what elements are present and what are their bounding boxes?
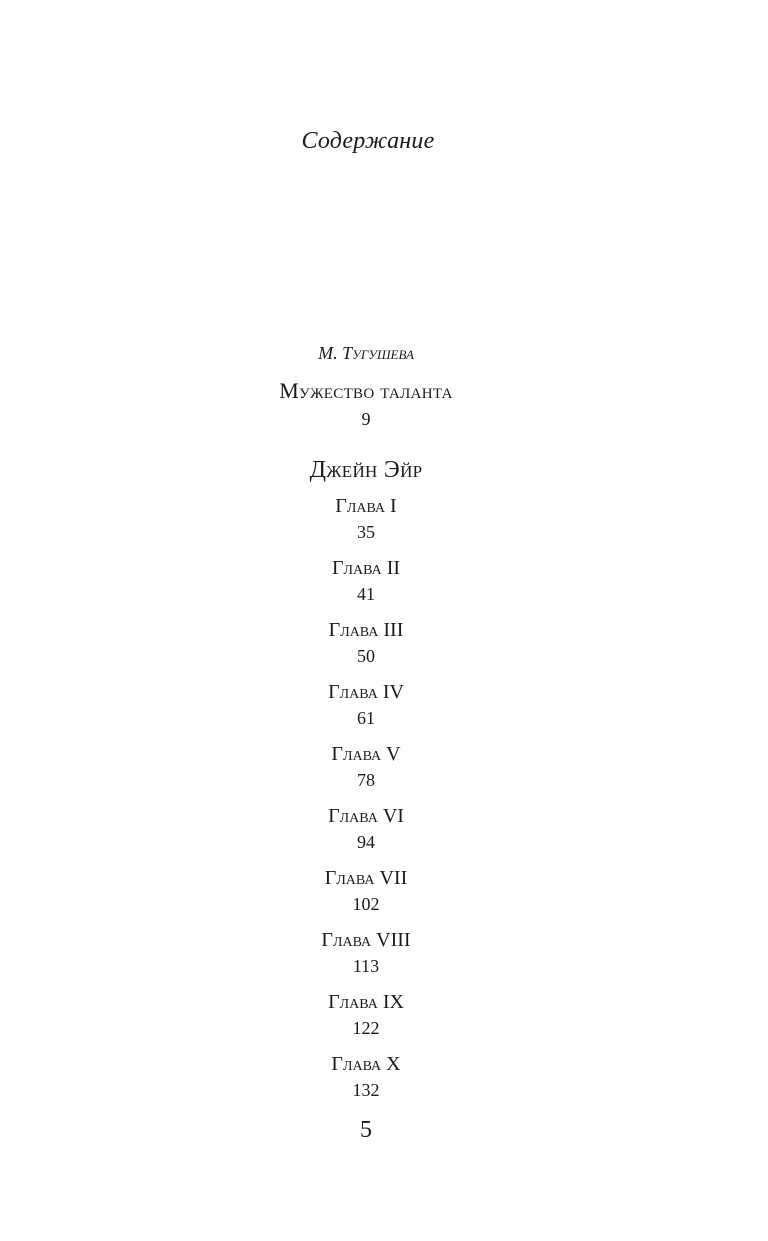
chapter-title: Глава VIII bbox=[321, 929, 411, 951]
list-item bbox=[0, 554, 732, 616]
chapter-title: Глава VI bbox=[328, 805, 404, 827]
chapter-title: Глава V bbox=[331, 743, 401, 765]
chapter-title: Глава IX bbox=[328, 991, 404, 1013]
chapter-title: Глава VII bbox=[324, 867, 408, 889]
chapter-title: Глава II bbox=[331, 557, 401, 579]
list-item bbox=[0, 926, 732, 988]
chapter-title: Глава X bbox=[331, 1053, 401, 1075]
list-item bbox=[0, 740, 732, 802]
page-title: Содержание bbox=[301, 128, 435, 154]
chapter-page-number: 41 bbox=[357, 584, 375, 604]
list-item bbox=[0, 1050, 732, 1112]
page-number: 5 bbox=[360, 1117, 372, 1143]
list-item bbox=[0, 802, 732, 864]
list-item bbox=[0, 864, 732, 926]
essay-author: М. Тугушева bbox=[318, 343, 414, 363]
chapter-page-number: 35 bbox=[357, 522, 375, 542]
list-item bbox=[0, 988, 732, 1050]
essay-title: Мужество таланта bbox=[279, 378, 453, 403]
chapter-title: Глава III bbox=[328, 619, 404, 641]
chapter-page-number: 122 bbox=[352, 1018, 380, 1038]
essay-page-number: 9 bbox=[361, 409, 371, 429]
chapter-page-number: 61 bbox=[357, 708, 375, 728]
chapter-page-number: 102 bbox=[352, 894, 380, 914]
chapter-page-number: 113 bbox=[352, 956, 380, 976]
chapter-list bbox=[0, 492, 732, 1112]
chapter-title: Глава I bbox=[335, 495, 397, 517]
chapter-page-number: 78 bbox=[357, 770, 375, 790]
chapter-page-number: 132 bbox=[352, 1080, 380, 1100]
book-title: Джейн Эйр bbox=[309, 457, 423, 483]
list-item bbox=[0, 678, 732, 740]
chapter-title: Глава IV bbox=[328, 681, 404, 703]
chapter-page-number: 50 bbox=[357, 646, 375, 666]
chapter-page-number: 94 bbox=[357, 832, 375, 852]
list-item bbox=[0, 616, 732, 678]
table-of-contents bbox=[0, 340, 732, 1112]
list-item bbox=[0, 492, 732, 554]
